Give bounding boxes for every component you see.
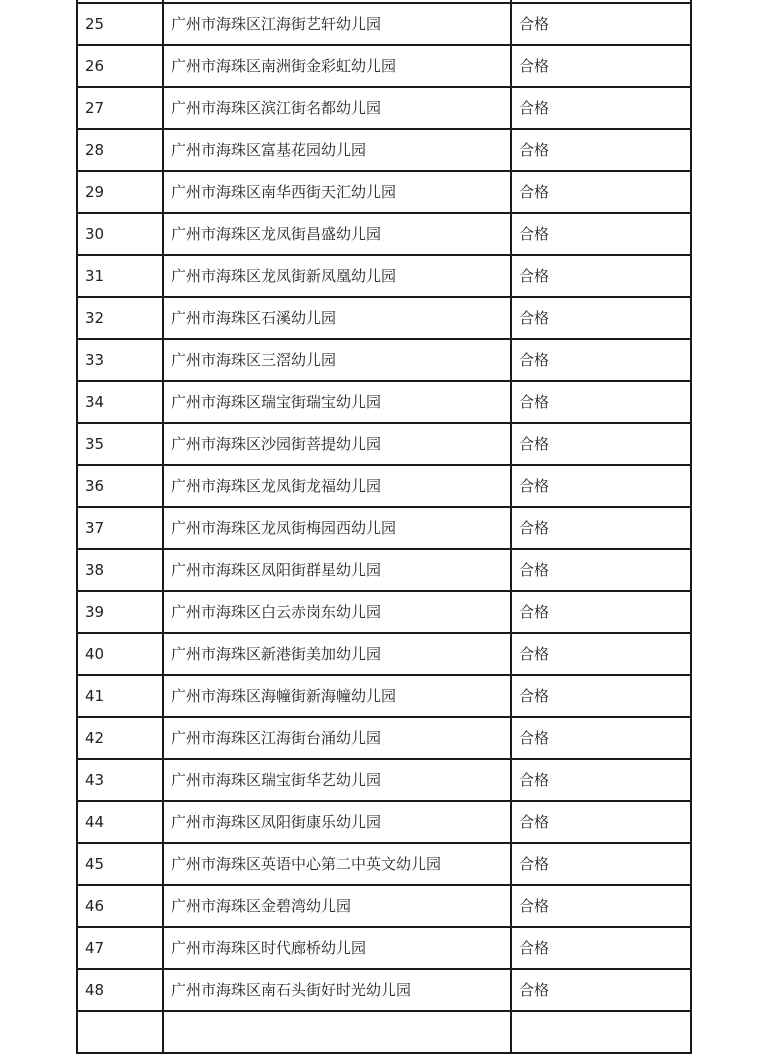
kindergarten-name-cell: 广州市海珠区凤阳街康乐幼儿园 <box>163 801 511 843</box>
row-number-cell: 37 <box>77 507 163 549</box>
table-row <box>77 1011 691 1053</box>
inspection-result-cell: 合格 <box>511 87 691 129</box>
row-number-cell: 46 <box>77 885 163 927</box>
row-number-cell: 25 <box>77 3 163 45</box>
row-number-cell: 39 <box>77 591 163 633</box>
row-number-cell: 31 <box>77 255 163 297</box>
kindergarten-name-cell: 广州市海珠区白云赤岗东幼儿园 <box>163 591 511 633</box>
row-number-cell: 30 <box>77 213 163 255</box>
inspection-result-cell: 合格 <box>511 969 691 1011</box>
inspection-table-container <box>76 0 690 1054</box>
kindergarten-name-cell: 广州市海珠区富基花园幼儿园 <box>163 129 511 171</box>
table-row <box>77 843 691 885</box>
row-number-cell: 28 <box>77 129 163 171</box>
table-row <box>77 87 691 129</box>
kindergarten-name-cell: 广州市海珠区龙凤街龙福幼儿园 <box>163 465 511 507</box>
inspection-result-cell: 合格 <box>511 885 691 927</box>
kindergarten-name-cell: 广州市海珠区南石头街好时光幼儿园 <box>163 969 511 1011</box>
table-row <box>77 675 691 717</box>
table-row <box>77 129 691 171</box>
row-number-cell: 45 <box>77 843 163 885</box>
table-row <box>77 927 691 969</box>
kindergarten-inspection-table <box>76 0 692 1054</box>
kindergarten-name-cell: 广州市海珠区三滘幼儿园 <box>163 339 511 381</box>
table-body <box>77 0 691 1053</box>
row-number-cell: 26 <box>77 45 163 87</box>
table-row <box>77 801 691 843</box>
kindergarten-name-cell: 广州市海珠区瑞宝街华艺幼儿园 <box>163 759 511 801</box>
row-number-cell: 43 <box>77 759 163 801</box>
inspection-result-cell: 合格 <box>511 45 691 87</box>
row-number-cell: 40 <box>77 633 163 675</box>
kindergarten-name-cell: 广州市海珠区时代廊桥幼儿园 <box>163 927 511 969</box>
kindergarten-name-cell: 广州市海珠区沙园街菩提幼儿园 <box>163 423 511 465</box>
table-row <box>77 885 691 927</box>
table-row <box>77 465 691 507</box>
inspection-result-cell: 合格 <box>511 507 691 549</box>
inspection-result-cell: 合格 <box>511 675 691 717</box>
table-row <box>77 381 691 423</box>
inspection-result-cell: 合格 <box>511 927 691 969</box>
kindergarten-name-cell: 广州市海珠区南华西街天汇幼儿园 <box>163 171 511 213</box>
row-number-cell: 27 <box>77 87 163 129</box>
inspection-result-cell: 合格 <box>511 213 691 255</box>
inspection-result-cell: 合格 <box>511 465 691 507</box>
table-row <box>77 591 691 633</box>
row-number-cell: 38 <box>77 549 163 591</box>
kindergarten-name-cell: 广州市海珠区海幢街新海幢幼儿园 <box>163 675 511 717</box>
kindergarten-name-cell: 广州市海珠区江海街艺轩幼儿园 <box>163 3 511 45</box>
kindergarten-name-cell: 广州市海珠区新港街美加幼儿园 <box>163 633 511 675</box>
inspection-result-cell: 合格 <box>511 843 691 885</box>
row-number-cell: 34 <box>77 381 163 423</box>
row-number-cell: 42 <box>77 717 163 759</box>
inspection-result-cell: 合格 <box>511 801 691 843</box>
inspection-result-cell: 合格 <box>511 633 691 675</box>
row-number-cell <box>77 1011 163 1053</box>
table-row <box>77 255 691 297</box>
table-row <box>77 549 691 591</box>
table-row <box>77 423 691 465</box>
inspection-result-cell: 合格 <box>511 171 691 213</box>
row-number-cell: 29 <box>77 171 163 213</box>
inspection-result-cell: 合格 <box>511 759 691 801</box>
kindergarten-name-cell <box>163 1011 511 1053</box>
row-number-cell: 47 <box>77 927 163 969</box>
row-number-cell: 44 <box>77 801 163 843</box>
table-row <box>77 759 691 801</box>
kindergarten-name-cell: 广州市海珠区石溪幼儿园 <box>163 297 511 339</box>
inspection-result-cell: 合格 <box>511 381 691 423</box>
inspection-result-cell: 合格 <box>511 717 691 759</box>
kindergarten-name-cell: 广州市海珠区英语中心第二中英文幼儿园 <box>163 843 511 885</box>
table-row <box>77 969 691 1011</box>
table-row <box>77 339 691 381</box>
row-number-cell: 36 <box>77 465 163 507</box>
table-row <box>77 717 691 759</box>
table-row <box>77 633 691 675</box>
kindergarten-name-cell: 广州市海珠区龙凤街新凤凰幼儿园 <box>163 255 511 297</box>
table-row <box>77 297 691 339</box>
row-number-cell: 33 <box>77 339 163 381</box>
inspection-result-cell: 合格 <box>511 591 691 633</box>
inspection-result-cell: 合格 <box>511 339 691 381</box>
table-row <box>77 45 691 87</box>
table-row <box>77 171 691 213</box>
inspection-result-cell: 合格 <box>511 423 691 465</box>
row-number-cell: 35 <box>77 423 163 465</box>
kindergarten-name-cell: 广州市海珠区凤阳街群星幼儿园 <box>163 549 511 591</box>
kindergarten-name-cell: 广州市海珠区龙凤街梅园西幼儿园 <box>163 507 511 549</box>
table-row <box>77 507 691 549</box>
row-number-cell: 32 <box>77 297 163 339</box>
row-number-cell: 41 <box>77 675 163 717</box>
inspection-result-cell: 合格 <box>511 297 691 339</box>
inspection-result-cell: 合格 <box>511 129 691 171</box>
table-row <box>77 213 691 255</box>
table-row <box>77 3 691 45</box>
inspection-result-cell: 合格 <box>511 3 691 45</box>
kindergarten-name-cell: 广州市海珠区南洲街金彩虹幼儿园 <box>163 45 511 87</box>
kindergarten-name-cell: 广州市海珠区金碧湾幼儿园 <box>163 885 511 927</box>
kindergarten-name-cell: 广州市海珠区江海街台涌幼儿园 <box>163 717 511 759</box>
row-number-cell: 48 <box>77 969 163 1011</box>
kindergarten-name-cell: 广州市海珠区瑞宝街瑞宝幼儿园 <box>163 381 511 423</box>
kindergarten-name-cell: 广州市海珠区龙凤街昌盛幼儿园 <box>163 213 511 255</box>
inspection-result-cell: 合格 <box>511 255 691 297</box>
inspection-result-cell <box>511 1011 691 1053</box>
kindergarten-name-cell: 广州市海珠区滨江街名都幼儿园 <box>163 87 511 129</box>
inspection-result-cell: 合格 <box>511 549 691 591</box>
